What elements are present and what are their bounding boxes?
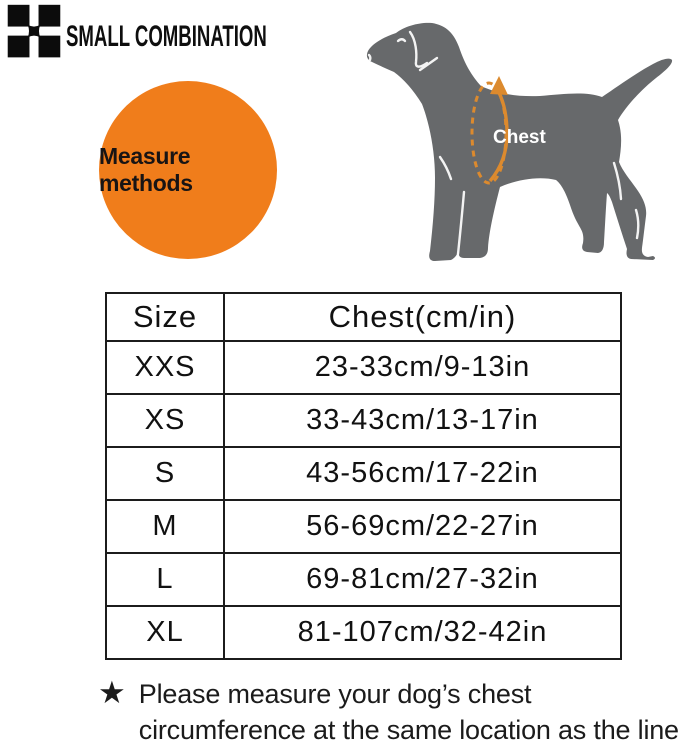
table-row [106, 447, 621, 500]
size-chart-table [105, 292, 622, 660]
table-row [106, 500, 621, 553]
brand-logo-icon [5, 3, 63, 61]
pinwheel-squares-icon [5, 3, 63, 61]
arrowhead-icon [490, 76, 508, 95]
header-size: Size [106, 293, 224, 341]
table-row [106, 553, 621, 606]
cell-size: M [106, 500, 224, 553]
cell-size: L [106, 553, 224, 606]
table-row [106, 606, 621, 659]
cell-chest: 23-33cm/9-13in [224, 341, 621, 394]
header-chest: Chest(cm/in) [224, 293, 621, 341]
cell-chest: 43-56cm/17-22in [224, 447, 621, 500]
cell-size: XL [106, 606, 224, 659]
cell-size: XS [106, 394, 224, 447]
cell-chest: 81-107cm/32-42in [224, 606, 621, 659]
dog-measure-diagram [350, 10, 679, 280]
dog-silhouette [350, 10, 679, 280]
brand-name: SMALL COMBINATION [66, 20, 267, 53]
measure-note [98, 676, 679, 748]
table-row [106, 394, 621, 447]
cell-chest: 69-81cm/27-32in [224, 553, 621, 606]
cell-size: S [106, 447, 224, 500]
measure-methods-badge [99, 81, 277, 259]
chest-label: Chest [493, 127, 546, 148]
note-line-2: circumference at the same location as the line [138, 715, 679, 745]
table-row [106, 341, 621, 394]
nostril-mark [369, 55, 370, 60]
thigh-line [546, 182, 557, 218]
cell-size: XXS [106, 341, 224, 394]
note-line-1: Please measure your dog’s chest [138, 679, 532, 709]
cell-chest: 33-43cm/13-17in [224, 394, 621, 447]
star-icon: ★ [98, 675, 126, 710]
cell-chest: 56-69cm/22-27in [224, 500, 621, 553]
table-header-row [106, 293, 621, 341]
measure-methods-label: Measure methods [99, 143, 193, 196]
